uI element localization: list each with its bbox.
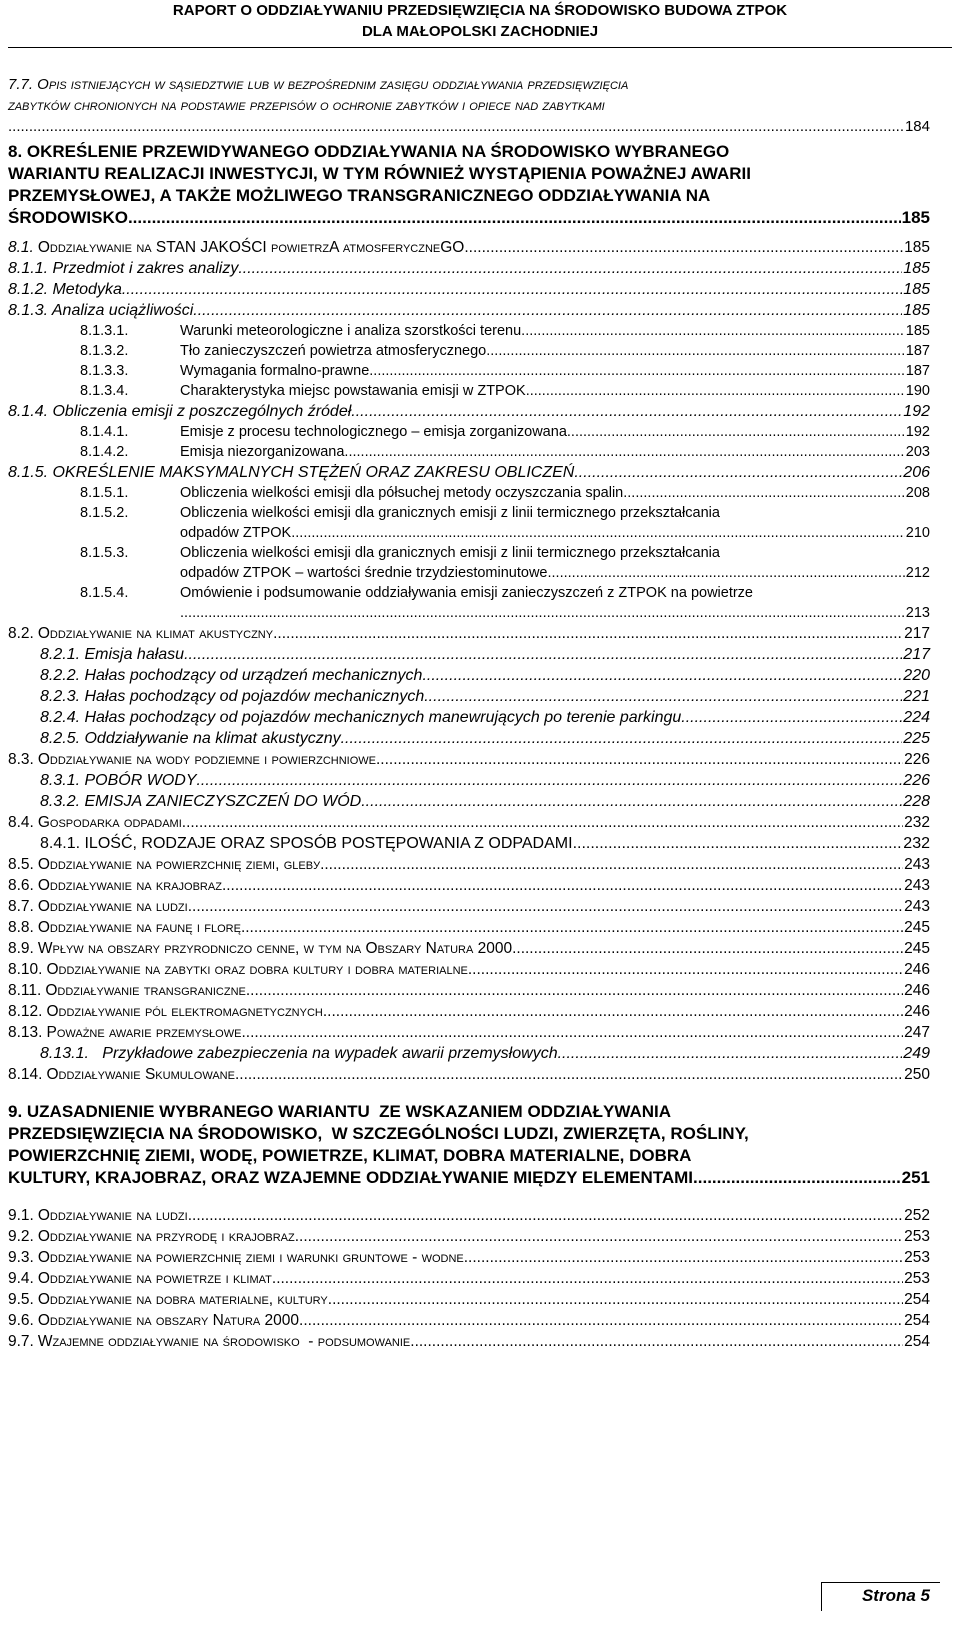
toc-entry-8-2-1[interactable] [0,644,960,665]
toc-entry-text: Charakterystyka miejsc powstawania emisji w ZTPOK [180,383,526,399]
toc-entry-number: 8.1.4.1. [80,424,129,440]
toc-entry-text: Emisje z procesu technologicznego – emisja zorganizowana [180,424,567,440]
toc-entry-text: Wymagania formalno-prawne [180,363,370,379]
toc-page-number: 192 [903,403,930,420]
leader-dots [464,237,903,258]
toc-page-number: 254 [904,1291,930,1308]
toc-entry-8-3-1[interactable] [0,770,960,791]
toc-entry-text: PRZEDSIĘWZIĘCIA NA ŚRODOWISKO, W SZCZEGÓLNOŚCI LUDZI, ZWIERZĘTA, ROŚLINY, [8,1124,749,1143]
leader-dots [238,258,902,279]
toc-entry-text: POWIERZCHNIĘ ZIEMI, WODĘ, POWIETRZE, KLIMAT, DOBRA MATERIALNE, DOBRA [8,1146,692,1165]
toc-entry-text: 8.13.1. Przykładowe zabezpieczenia na wypadek awarii przemysłowych [40,1045,558,1062]
toc-entry-8-3[interactable] [0,749,960,770]
toc-page-number: 192 [905,424,930,440]
toc-entry-number: 8.8. [8,919,34,936]
toc-entry-8-1[interactable] [0,237,960,258]
toc-entry-9-2[interactable] [0,1226,960,1247]
toc-page-number: 243 [904,898,930,915]
toc-page-number: 226 [904,751,930,768]
toc-page-number: 243 [904,856,930,873]
toc-entry-8-4[interactable] [0,812,960,833]
leader-dots [272,1268,903,1289]
toc-entry-number: 9.3. [8,1249,34,1266]
toc-page-number: 217 [904,625,930,642]
toc-entry-text: Oddziaływanie pól elektromagnetycznych [46,1003,323,1020]
leader-dots [422,665,902,686]
toc-page-number: 185 [903,260,930,277]
toc-entry-text: Oddziaływanie na obszary Natura 2000 [37,1312,300,1329]
leader-dots [122,279,902,300]
toc-entry-number: 8.3. [8,751,34,768]
toc-entry-number: 9.5. [8,1291,34,1308]
toc-entry-8-1-5-4[interactable] [0,583,960,623]
toc-entry-text: 8.2.5. Oddziaływanie na klimat akustyczny [40,730,341,747]
toc-entry-text: odpadów ZTPOK [180,525,292,541]
toc-entry-text: 8.3.1. POBÓR WODY [40,772,197,789]
leader-dots [486,341,905,361]
toc-entry-8-2-2[interactable] [0,665,960,686]
toc-entry-8-13[interactable] [0,1022,960,1043]
leader-dots [464,1247,903,1268]
toc-page-number: 245 [904,919,930,936]
toc-entry-text: Wzajemne oddziaływanie na środowisko - podsumowanie [37,1333,411,1350]
toc-entry-8-7[interactable] [0,896,960,917]
leader-dots [222,875,903,896]
toc-entry-text: Gospodarka odpadami [37,814,182,831]
toc-entry-8-10[interactable] [0,959,960,980]
toc-entry-text: Oddziaływanie na zabytki oraz dobra kultury i dobra materialne [46,961,468,978]
toc-entry-number: 8.1.5.4. [80,585,129,601]
toc-entry-text: Oddziaływanie na wody podziemne i powierzchniowe [37,751,376,768]
toc-page-number: 245 [904,940,930,957]
leader-dots [410,1331,903,1352]
toc-entry-8-11[interactable] [0,980,960,1001]
toc-entry-8[interactable] [0,141,960,229]
toc-page-number: 213 [905,605,930,621]
toc-entry-8-4-1[interactable] [0,833,960,854]
leader-dots [521,321,905,341]
toc-entry-text: 8.2.1. Emisja hałasu [40,646,185,663]
page-number-label: Strona 5 [861,1586,930,1605]
toc-entry-text: Obliczenia wielkości emisji dla półsuchej metody oczyszczania spalin [180,485,624,501]
toc-entry-text: PRZEMYSŁOWEJ, A TAKŻE MOŻLIWEGO TRANSGRANICZNEGO ODDZIAŁYWANIA NA [8,186,711,205]
toc-entry-9-1[interactable] [0,1205,960,1226]
toc-entry-8-2[interactable] [0,623,960,644]
toc-entry-number: 8.1. [8,239,34,256]
toc-entry-8-1-2[interactable] [0,279,960,300]
toc-entry-8-8[interactable] [0,917,960,938]
toc-page-number: 228 [903,793,930,810]
toc-page-number: 187 [905,363,930,379]
toc-entry-7-7[interactable] [0,74,960,137]
leader-dots [323,1001,903,1022]
toc-entry-8-1-5-2[interactable] [0,503,960,543]
toc-entry-number: 8.11. [8,982,42,999]
toc-entry-number: 8.10. [8,961,43,978]
toc-entry-text: Tło zanieczyszczeń powietrza atmosferycznego [180,343,487,359]
toc-entry-8-3-2[interactable] [0,791,960,812]
toc-page-number: 251 [901,1168,930,1187]
toc-entry-9-4[interactable] [0,1268,960,1289]
toc-entry-number: 8.1.5.3. [80,545,129,561]
toc-entry-number: 8.1.4.2. [80,444,129,460]
leader-dots [320,854,903,875]
toc-entry-number: 8.1.5.2. [80,505,129,521]
leader-dots [623,483,905,503]
leader-dots [295,1226,903,1247]
toc-entry-8-13-1[interactable] [0,1043,960,1064]
leader-dots [376,749,903,770]
toc-entry-text: 8.1.2. Metodyka [8,281,122,298]
leader-dots [424,686,902,707]
toc-page-number: 247 [904,1024,930,1041]
page-footer [862,1586,930,1606]
toc-entry-8-1-1[interactable] [0,258,960,279]
toc-entry-text: Warunki meteorologiczne i analiza szorstkości terenu [180,323,522,339]
toc-entry-number: 8.1.3.1. [80,323,129,339]
leader-dots [241,917,903,938]
toc-entry-text: zabytków chronionych na podstawie przepisów o ochronie zabytków i opiece nad zabytkami [8,97,605,114]
leader-dots [361,791,902,812]
toc-page-number: 243 [904,877,930,894]
toc-entry-text: 8. OKREŚLENIE PRZEWIDYWANEGO ODDZIAŁYWANIA NA ŚRODOWISKO WYBRANEGO [8,142,730,161]
toc-entry-9[interactable] [0,1101,960,1189]
toc-entry-8-1-5[interactable] [0,462,960,483]
toc-page-number: 221 [903,688,930,705]
toc-entry-text: 8.1.4. Obliczenia emisji z poszczególnych źródeł [8,403,352,420]
leader-dots [558,1043,903,1064]
toc-page-number: 253 [904,1249,930,1266]
toc-page-number: 254 [904,1333,930,1350]
toc-entry-text: ŚRODOWISKO [8,208,128,227]
leader-dots [273,623,903,644]
toc-entry-text: Poważne awarie przemysłowe [46,1024,242,1041]
toc-entry-9-6[interactable] [0,1310,960,1331]
toc-entry-number: 9.2. [8,1228,34,1245]
leader-dots [235,1064,903,1085]
leader-dots [193,300,902,321]
toc-entry-8-9[interactable] [0,938,960,959]
toc-page-number: 185 [903,281,930,298]
toc-page-number: 217 [903,646,930,663]
toc-entry-number: 9.1. [8,1207,34,1224]
toc-entry-text: 8.1.1. Przedmiot i zakres analizy [8,260,239,277]
toc-entry-8-2-3[interactable] [0,686,960,707]
leader-dots [246,980,903,1001]
toc-entry-8-2-4[interactable] [0,707,960,728]
leader-dots [526,381,905,401]
leader-dots [693,1167,901,1189]
leader-dots [681,707,902,728]
leader-dots [128,207,901,229]
leader-dots [573,833,903,854]
leader-dots [341,728,903,749]
toc-page-number: 225 [903,730,930,747]
toc-entry-text: 8.4.1. ILOŚĆ, RODZAJE ORAZ SPOSÓB POSTĘPOWANIA Z ODPADAMI [40,835,573,852]
toc-entry-number: 8.2. [8,625,34,642]
toc-entry-text: Wpływ na obszary przyrodniczo cenne, w tym na Obszary Natura 2000 [37,940,513,957]
toc-page-number: 212 [905,565,930,581]
leader-dots [567,422,905,442]
leader-dots [468,959,903,980]
leader-dots [328,1289,903,1310]
toc-entry-8-1-4-1[interactable] [0,422,960,442]
toc-page-number: 185 [904,239,930,256]
toc-entry-number: 8.4. [8,814,34,831]
toc-entry-8-1-5-1[interactable] [0,483,960,503]
toc-entry-8-1-3-3[interactable] [0,361,960,381]
leader-dots [299,1310,903,1331]
toc-entry-text: Oddziaływanie na STAN JAKOŚCI powietrzA atmosferycznеGO [37,239,465,256]
table-of-contents [0,52,960,1352]
toc-entry-number: 8.1.3.4. [80,383,129,399]
toc-entry-8-1-5-3[interactable] [0,543,960,583]
leader-dots [8,116,904,137]
toc-page-number: 252 [904,1207,930,1224]
toc-entry-number: 8.13. [8,1024,43,1041]
toc-entry-number: 8.1.3.3. [80,363,129,379]
leader-dots [548,563,905,583]
toc-entry-text: Oddziaływanie na klimat akustyczny [37,625,274,642]
leader-dots [574,462,902,483]
toc-entry-number: 8.1.5.1. [80,485,129,501]
toc-page-number: 190 [905,383,930,399]
toc-entry-text: 7.7. Opis istniejących w sąsiedztwie lub w bezpośrednim zasięgu oddziaływania przedsięwzięcia [8,76,629,93]
leader-dots [182,812,903,833]
footer-frame [821,1582,940,1611]
toc-entry-number: 8.1.3.2. [80,343,129,359]
toc-entry-text: 8.3.2. EMISJA ZANIECZYSZCZEŃ DO WÓD [40,793,362,810]
toc-entry-text: 9. UZASADNIENIE WYBRANEGO WARIANTU ZE WSKAZANIEM ODDZIAŁYWANIA [8,1102,671,1121]
toc-entry-text: Oddziaływanie na powierzchnię ziemi, glebу [37,856,321,873]
leader-dots [188,1205,903,1226]
toc-entry-number: 8.9. [8,940,34,957]
toc-entry-8-1-4-2[interactable] [0,442,960,462]
toc-page-number: 224 [903,709,930,726]
toc-entry-text: 8.1.5. OKREŚLENIE MAKSYMALNYCH STĘŻEŃ ORAZ ZAKRESU OBLICZEŃ [8,464,575,481]
leader-dots [512,938,903,959]
toc-entry-number: 8.7. [8,898,34,915]
toc-entry-text: Obliczenia wielkości emisji dla granicznych emisji z linii termicznego przekształcania [180,505,720,521]
toc-entry-text: Oddziaływanie na ludzi [37,898,188,915]
toc-page-number: 232 [903,835,930,852]
toc-page-number: 220 [903,667,930,684]
toc-entry-text: Oddziaływanie na powietrze i klimat [37,1270,272,1287]
toc-entry-8-5[interactable] [0,854,960,875]
toc-entry-9-5[interactable] [0,1289,960,1310]
toc-entry-text: Oddziaływanie na dobra materialne, kultury [37,1291,328,1308]
toc-entry-8-14[interactable] [0,1064,960,1085]
toc-page-number: 232 [904,814,930,831]
leader-dots [369,361,905,381]
page-header [0,0,960,42]
toc-entry-text: Oddziaływanie na krajobraz [37,877,222,894]
toc-entry-8-6[interactable] [0,875,960,896]
toc-entry-text: Oddziaływanie na ludzi [37,1207,188,1224]
toc-page-number: 185 [905,323,930,339]
toc-entry-text: 8.1.3. Analiza uciążliwości [8,302,194,319]
toc-page-number: 210 [905,525,930,541]
report-title: RAPORT O ODDZIAŁYWANIU PRZEDSIĘWZIĘCIA NA ŚRODOWISKO BUDOWA ZTPOK [172,2,788,19]
toc-entry-number: 8.12. [8,1003,43,1020]
toc-entry-text: KULTURY, KRAJOBRAZ, ORAZ WZAJEMNE ODDZIAŁYWANIE MIĘDZY ELEMENTAMI [8,1168,694,1187]
toc-page-number: 208 [905,485,930,501]
toc-page-number: 250 [904,1066,930,1083]
header-rule [8,47,952,48]
toc-entry-number: 9.4. [8,1270,34,1287]
toc-page-number: 246 [904,1003,930,1020]
leader-dots [196,770,902,791]
toc-page-number: 226 [903,772,930,789]
toc-page-number: 253 [904,1270,930,1287]
toc-page-number: 206 [903,464,930,481]
toc-entry-9-3[interactable] [0,1247,960,1268]
toc-entry-text: Oddziaływanie na powierzchnię ziemi i warunki gruntowe - wodne [37,1249,464,1266]
leader-dots [291,523,905,543]
toc-entry-text: Omówienie i podsumowanie oddziaływania emisji zanieczyszczeń z ZTPOK na powietrze [180,585,753,601]
toc-page-number: 185 [901,208,930,227]
toc-entry-8-12[interactable] [0,1001,960,1022]
toc-page-number: 203 [905,444,930,460]
toc-page-number: 246 [904,961,930,978]
toc-page-number: 184 [904,118,930,135]
toc-page-number: 254 [904,1312,930,1329]
toc-page-number: 246 [904,982,930,999]
toc-entry-number: 8.5. [8,856,34,873]
toc-entry-text: Emisja niezorganizowana [180,444,345,460]
toc-entry-text: Oddziaływanie na przyrodę i krajobraz [37,1228,295,1245]
toc-entry-number: 8.14. [8,1066,43,1083]
toc-page-number: 185 [903,302,930,319]
toc-entry-text: 8.2.3. Hałas pochodzący od pojazdów mechanicznych [40,688,425,705]
toc-entry-text: 8.2.4. Hałas pochodzący od pojazdów mechanicznych manewrujących po terenie parkingu [40,709,682,726]
toc-entry-9-7[interactable] [0,1331,960,1352]
toc-entry-text: odpadów ZTPOK – wartości średnie trzydziestominutowe [180,565,548,581]
toc-entry-number: 9.7. [8,1333,34,1350]
toc-page-number: 249 [903,1045,930,1062]
toc-page-number: 253 [904,1228,930,1245]
toc-page-number: 187 [905,343,930,359]
toc-entry-8-1-3[interactable] [0,300,960,321]
toc-entry-text: Oddziaływanie Skumulowane [46,1066,235,1083]
toc-entry-8-1-4[interactable] [0,401,960,422]
toc-entry-8-1-3-4[interactable] [0,381,960,401]
leader-dots [188,896,903,917]
toc-entry-text: Oddziaływanie na faunę i florę [37,919,241,936]
toc-entry-text: WARIANTU REALIZACJI INWESTYCJI, W TYM RÓWNIEŻ WYSTĄPIENIA POWAŻNEJ AWARII [8,164,751,183]
leader-dots [180,603,905,623]
toc-entry-8-2-5[interactable] [0,728,960,749]
leader-dots [184,644,902,665]
toc-entry-8-1-3-2[interactable] [0,341,960,361]
leader-dots [344,442,904,462]
toc-entry-text: Oddziaływanie transgraniczne [45,982,246,999]
toc-entry-text: 8.2.2. Hałas pochodzący od urządzeń mechanicznych [40,667,423,684]
toc-entry-number: 9.6. [8,1312,34,1329]
toc-entry-8-1-3-1[interactable] [0,321,960,341]
leader-dots [351,401,902,422]
toc-entry-text: Obliczenia wielkości emisji dla granicznych emisji z linii termicznego przekształcania [180,545,720,561]
leader-dots [241,1022,903,1043]
toc-entry-number: 8.6. [8,877,34,894]
report-subtitle: DLA MAŁOPOLSKI ZACHODNIEJ [361,23,599,40]
